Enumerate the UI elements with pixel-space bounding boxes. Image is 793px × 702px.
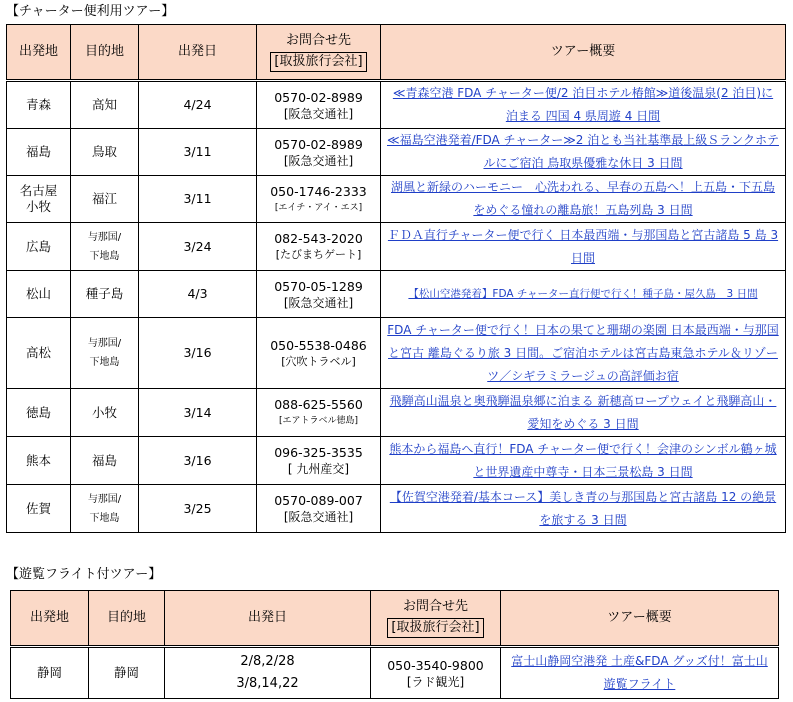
contact-phone: 088-625-5560 [274,397,363,412]
cell-summary [381,389,786,437]
cell-contact [371,647,501,699]
cell-date: 3/25 [139,485,257,533]
cell-contact [257,485,381,533]
date-line: 3/8,14,22 [236,676,299,691]
cell-destination: 静岡 [89,647,165,699]
cell-destination [71,485,139,533]
tour-summary-link[interactable]: 富士山静岡空港発 土産&FDA グッズ付！富士山遊覧フライト [511,654,768,691]
table-row [7,389,786,437]
cell-contact [257,437,381,485]
cell-origin: 静岡 [11,647,89,699]
table-row [11,647,779,699]
header-contact-label: お問合せ先 [402,599,468,614]
tour-summary-link[interactable]: ＦＤＡ直行チャーター便で行く 日本最西端・与那国島と宮古諸島 5 島 3 日間 [387,227,779,265]
cell-origin: 広島 [7,223,71,271]
table-row [7,271,786,318]
contact-phone: 0570-02-8989 [274,89,363,105]
cell-date: 3/11 [139,176,257,223]
cell-date: 4/24 [139,81,257,129]
cell-destination [71,223,139,271]
contact-phone: 082-543-2020 [274,231,363,246]
header-contact [257,25,381,81]
cell-summary [381,437,786,485]
cell-contact [257,271,381,318]
cell-destination [71,271,139,318]
cell-summary [501,647,779,699]
cell-date: 3/16 [139,437,257,485]
cell-origin: 松山 [7,271,71,318]
tour-summary-link[interactable]: 熊本から福島へ直行！FDA チャーター便で行く！会津のシンボル鶴ヶ城と世界遺産中尊寺・日本三景松島 3 日間 [389,441,777,479]
destination-line: 与那国/ [87,493,122,505]
cell-destination [71,176,139,223]
contact-phone: 0570-089-007 [274,493,363,508]
tour-summary-link[interactable]: 【松山空港発着】FDA チャーター直行便で行く！種子島・屋久島 3 日間 [408,287,758,300]
cell-destination [71,129,139,176]
destination-line: 鳥取 [91,144,117,159]
contact-phone: 0570-02-8989 [274,136,363,152]
destination-line: 高知 [91,97,117,112]
cell-contact [257,176,381,223]
cell-origin: 徳島 [7,389,71,437]
header-contact [371,591,501,647]
header-destination: 目的地 [89,591,165,647]
contact-phone: 050-5538-0486 [270,337,367,353]
cell-date [165,647,371,699]
cell-summary [381,318,786,389]
tour-summary-link[interactable]: ≪福島空港発着/FDA チャーター≫2 泊とも当社基準最上級Ｓランクホテルにご宿泊 鳥取県優雅な休日 3 日間 [387,133,779,170]
contact-agency: [阪急交通社] [283,295,354,310]
cell-destination [71,318,139,389]
contact-phone: 096-325-3535 [274,445,363,460]
tour-summary-link[interactable]: ≪青森空港 FDA チャーター便/2 泊目ホテル椿館≫道後温泉(2 泊目)に泊まる 四国 4 県周遊 4 日間 [392,86,774,123]
tour-summary-link[interactable]: FDA チャーター便で行く！日本の果てと珊瑚の楽園 日本最西端・与那国と宮古 離島ぐるり旅 3 日間。ご宿泊ホテルは宮古島東急ホテル＆リゾーツ／シギラミラージュの高評価お宿 [387,322,779,383]
cell-destination [71,437,139,485]
cell-contact [257,223,381,271]
destination-line: 福江 [91,191,117,206]
cell-contact [257,389,381,437]
contact-agency: [阪急交通社] [283,153,354,168]
destination-line: 種子島 [85,286,124,301]
header-contact-label: お問合せ先 [285,33,351,48]
header-summary: ツアー概要 [381,25,786,81]
cell-origin: 青森 [7,81,71,129]
contact-agency: [ラド観光] [406,674,465,689]
table-row [7,223,786,271]
destination-line: 与那国/ [87,338,122,349]
tour-summary-link[interactable]: 湖風と新緑のハーモニー 心洗われる、早春の五島へ！上五島・下五島をめぐる憧れの離島旅！五島列島 3 日間 [390,180,775,217]
cell-contact [257,81,381,129]
cell-summary [381,223,786,271]
destination-line: 下地島 [89,357,120,368]
contact-phone: 0570-05-1289 [274,278,363,294]
cell-date: 4/3 [139,271,257,318]
cell-date: 3/16 [139,318,257,389]
cell-summary [381,81,786,129]
contact-phone: 050-3540-9800 [387,657,484,673]
cell-date: 3/24 [139,223,257,271]
origin-line: 小牧 [25,199,51,214]
tour-summary-link[interactable]: 飛騨高山温泉と奥飛騨温泉郷に泊まる 新穂高ロープウェイと飛騨高山・愛知をめぐる 3 日間 [389,393,777,431]
sightseeing-flight-section-title: 【遊覧フライト付ツアー】 [6,567,162,582]
cell-contact [257,129,381,176]
contact-agency: [エイチ・アイ・エス] [274,202,363,213]
table-header-row [7,25,786,81]
destination-line: 与那国/ [87,231,122,243]
cell-origin: 佐賀 [7,485,71,533]
charter-tour-section-title: 【チャーター便利用ツアー】 [6,4,175,19]
table-row [7,485,786,533]
table-row [7,176,786,223]
table-row [7,437,786,485]
cell-origin: 熊本 [7,437,71,485]
contact-agency: [たびまちゲート] [275,248,362,261]
cell-contact [257,318,381,389]
contact-agency: [エアトラベル徳島] [278,416,359,426]
cell-date: 3/11 [139,129,257,176]
cell-summary [381,485,786,533]
cell-destination [71,81,139,129]
cell-origin: 高松 [7,318,71,389]
destination-line: 下地島 [89,512,120,524]
destination-line: 小牧 [91,404,117,420]
table-row [7,129,786,176]
date-line: 2/8,2/28 [240,654,295,669]
header-agency-label: [取扱旅行会社] [270,52,366,72]
tour-summary-link[interactable]: 【佐賀空港発着/基本コース】美しき青の与那国島と宮古諸島 12 の絶景を旅する 3 日間 [389,489,777,527]
destination-line: 下地島 [89,250,120,262]
header-origin: 出発地 [11,591,89,647]
cell-summary [381,271,786,318]
header-date: 出発日 [165,591,371,647]
contact-agency: [穴吹トラベル] [281,354,356,368]
header-summary: ツアー概要 [501,591,779,647]
cell-date: 3/14 [139,389,257,437]
charter-tour-table [6,24,786,533]
contact-agency: [阪急交通社] [283,106,354,121]
sightseeing-flight-table [10,590,779,699]
contact-phone: 050-1746-2333 [270,183,367,199]
table-header-row [11,591,779,647]
header-origin: 出発地 [7,25,71,81]
contact-agency: [ 九州産交] [287,462,350,476]
cell-origin: 福島 [7,129,71,176]
cell-origin [7,176,71,223]
origin-line: 名古屋 [19,183,58,198]
cell-summary [381,176,786,223]
cell-destination [71,389,139,437]
table-row [7,81,786,129]
table-row [7,318,786,389]
cell-summary [381,129,786,176]
contact-agency: [阪急交通社] [283,510,354,524]
header-date: 出発日 [139,25,257,81]
destination-line: 福島 [91,452,117,468]
header-agency-label: [取扱旅行会社] [387,618,483,638]
header-destination: 目的地 [71,25,139,81]
